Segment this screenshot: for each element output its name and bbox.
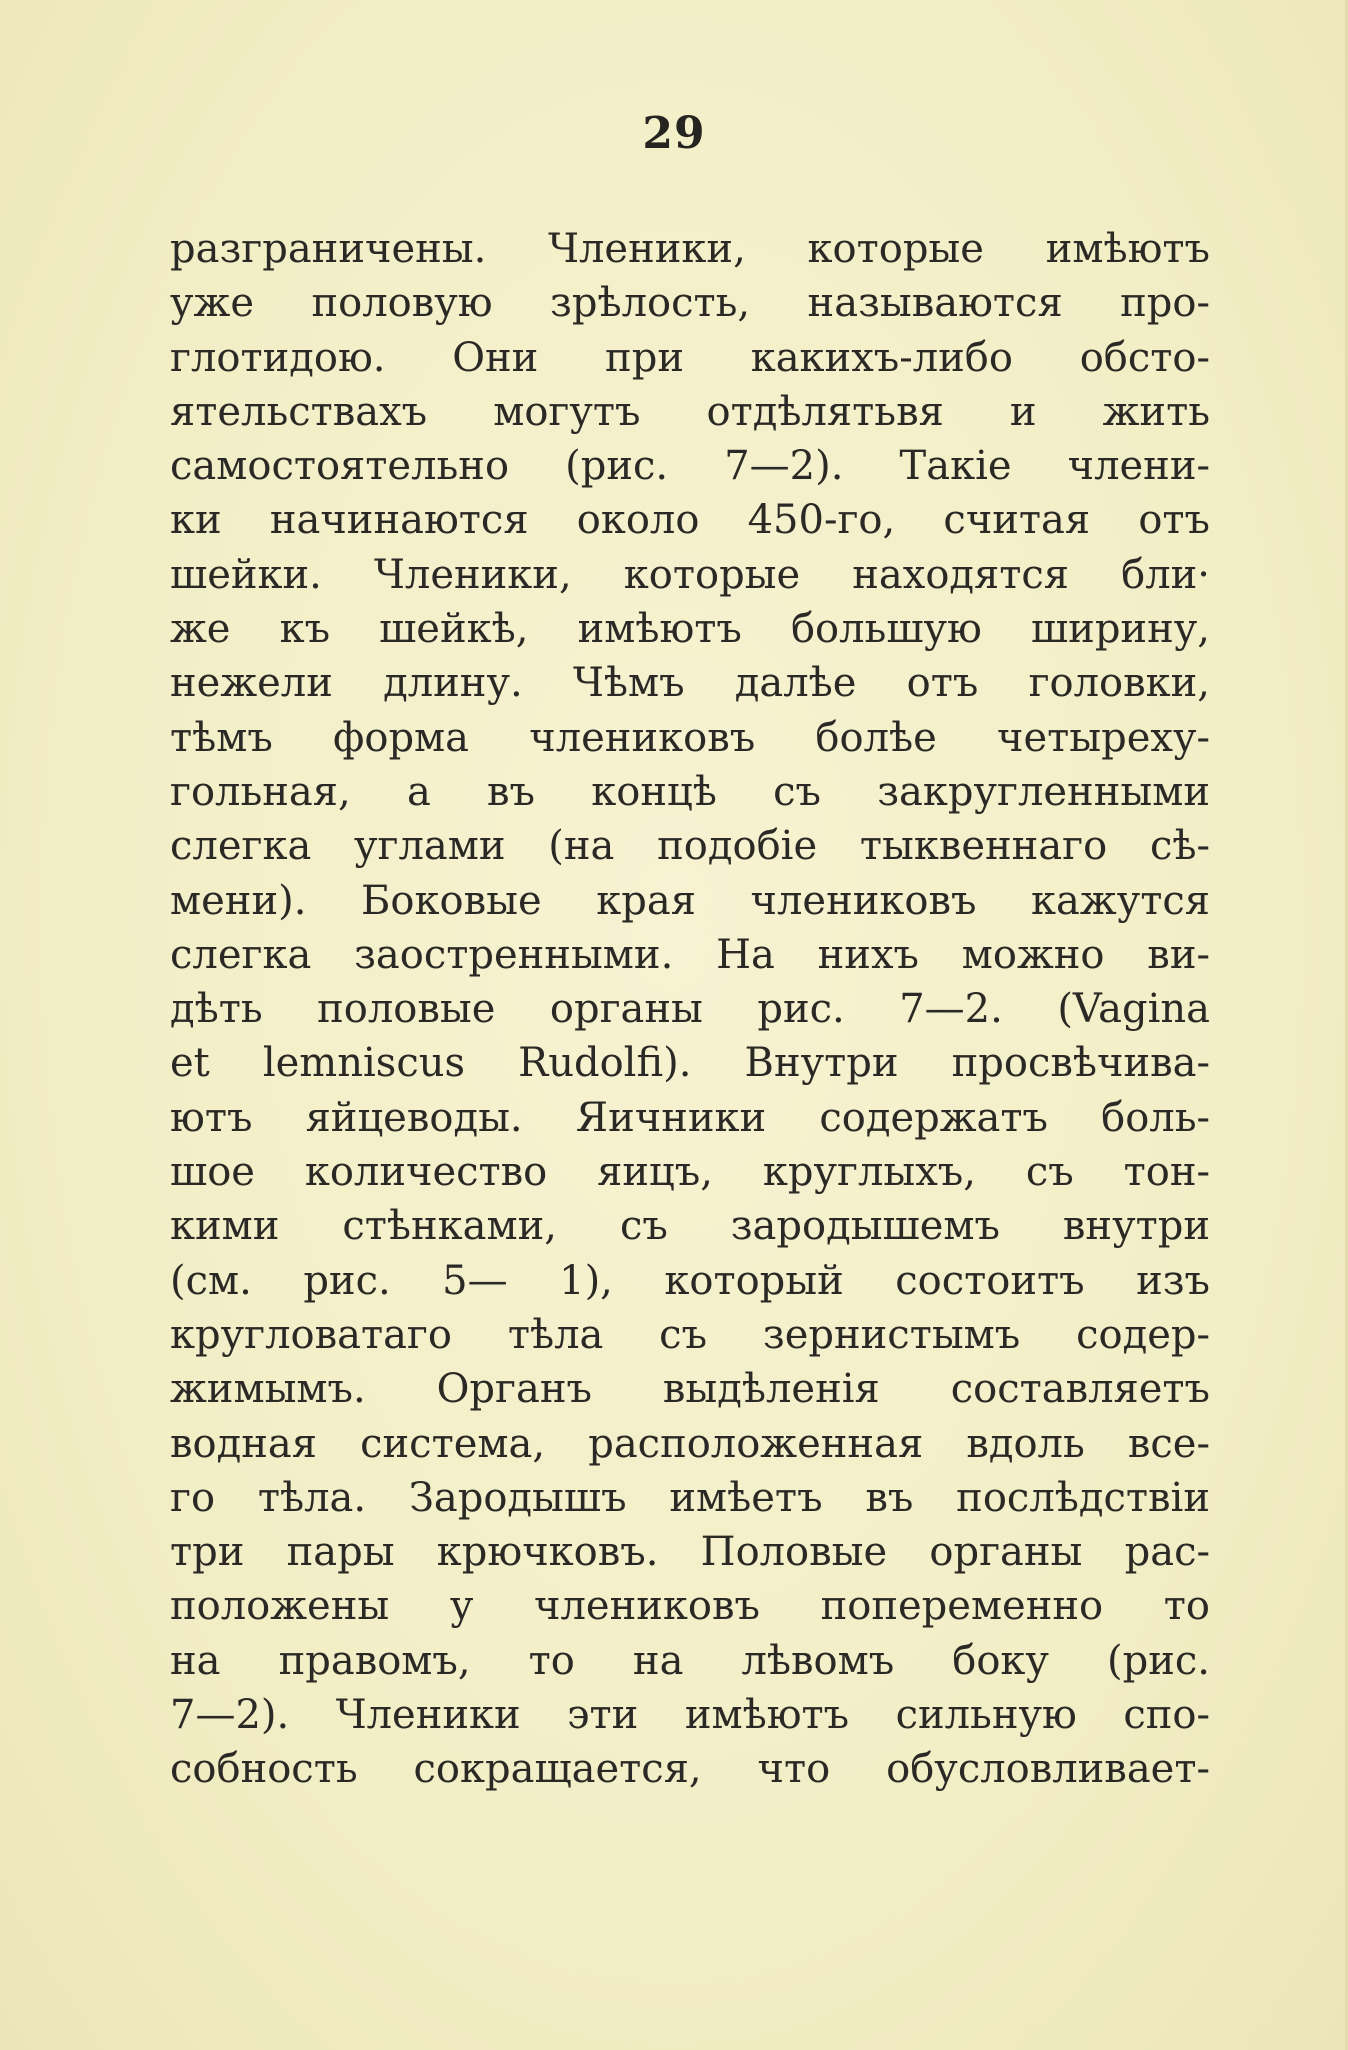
text-line: на правомъ, то на лѣвомъ боку (рис. (170, 1637, 1210, 1684)
text-line: водная система, расположенная вдоль все- (170, 1420, 1210, 1467)
text-line: разграничены. Членики, которые имѣютъ (170, 226, 1210, 272)
text-line: слегка углами (на подобіе тыквеннаго сѣ- (170, 823, 1210, 870)
text-line: слегка заостренными. На нихъ можно ви- (170, 931, 1210, 978)
text-line: мени). Боковые края члениковъ кажутся (170, 877, 1210, 924)
text-line: собность сокращается, что обусловливает- (170, 1746, 1210, 1793)
text-line: нежели длину. Чѣмъ далѣе отъ головки, (170, 660, 1210, 707)
text-line: ятельствахъ могутъ отдѣлятьвя и жить (170, 388, 1210, 435)
text-line: самостоятельно (рис. 7—2). Такіе члени- (170, 443, 1210, 490)
text-line: et lemniscus Rudolfi). Внутри просвѣчива- (170, 1040, 1210, 1087)
text-line: глотидою. Они при какихъ-либо обсто- (170, 334, 1210, 381)
body-text (170, 222, 1210, 1797)
text-line: шейки. Членики, которые находятся бли· (170, 551, 1210, 598)
text-line: 7—2). Членики эти имѣютъ сильную спо- (170, 1692, 1210, 1739)
text-line: положены у члениковъ попеременно то (170, 1583, 1210, 1630)
text-line: же къ шейкѣ, имѣютъ большую ширину, (170, 606, 1210, 653)
text-line: го тѣла. Зародышъ имѣетъ въ послѣдствіи (170, 1474, 1210, 1521)
text-line: ки начинаются около 450-го, считая отъ (170, 497, 1210, 544)
text-line: кругловатаго тѣла съ зернистымъ содер- (170, 1311, 1210, 1358)
text-line: тѣмъ форма члениковъ болѣе четыреху- (170, 714, 1210, 761)
page-number: 29 (642, 108, 706, 159)
text-line: гольная, а въ концѣ съ закругленными (170, 768, 1210, 815)
text-line: уже половую зрѣлость, называются про- (170, 280, 1210, 327)
text-line: кими стѣнками, съ зародышемъ внутри (170, 1203, 1210, 1250)
text-line: жимымъ. Органъ выдѣленія составляетъ (170, 1366, 1210, 1413)
text-line: три пары крючковъ. Половые органы рас- (170, 1529, 1210, 1576)
text-line: дѣть половые органы рис. 7—2. (Vagina (170, 986, 1210, 1033)
text-line: (см. рис. 5— 1), который состоитъ изъ (170, 1257, 1210, 1304)
text-line: ютъ яйцеводы. Яичники содержатъ боль- (170, 1094, 1210, 1141)
text-line: шое количество яицъ, круглыхъ, съ тон- (170, 1149, 1210, 1196)
